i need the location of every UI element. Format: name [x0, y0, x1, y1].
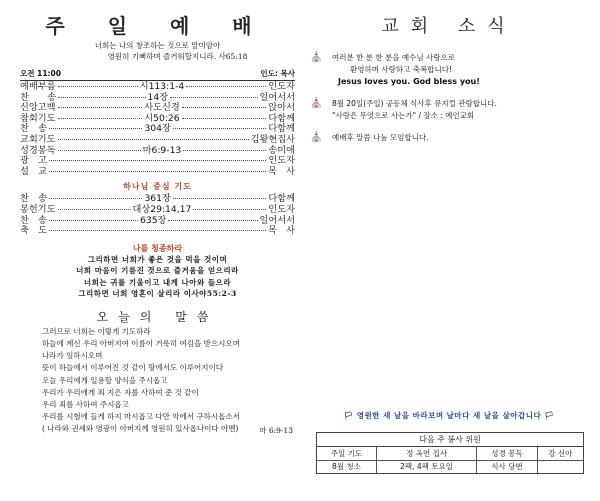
order-of-service-2 — [20, 194, 295, 236]
order-row: 신앙고백 사도신경 앉아서 — [20, 102, 296, 114]
prayer-reference: 마 6:9-13 — [259, 425, 293, 435]
verse-heading: 나를 청종하라 — [132, 243, 183, 253]
church-icon: ⛪ — [310, 52, 323, 63]
prayer-line: 하늘에 계신 우리 아버지여 이름이 거룩히 여김을 받으시오며 — [42, 338, 240, 348]
order-row: 교회기도 김왕현집사 — [20, 133, 295, 145]
verse-line: 그리하면 너희 영혼이 살리라 이사야55:2-3 — [78, 289, 237, 299]
order-row: 참회기도 시50:26 다함께 — [20, 112, 296, 124]
table-row: 8월 청소 2팩, 4팩 토요일 식사 당번 — [317, 460, 583, 473]
prayer-subheading: 하나님 중심 기도 — [123, 182, 192, 192]
worship-column — [20, 12, 295, 497]
order-row: 설 교 목 사 — [20, 165, 295, 177]
motto: 🏳 영원한 새 날을 바라보며 날마다 새 날을 살아갑니다 🏳 — [343, 411, 555, 420]
order-row: 봉헌기도 대상29:14,17 인도자 — [20, 203, 295, 215]
flag-icon: 🏳 — [544, 411, 555, 420]
intro-line: 영원히 기뻐하며 즐거워할지니라. 사65:18 — [107, 52, 248, 61]
order-row: 예배부름 시113:1-4 인도자 — [20, 81, 296, 92]
prayer-line: 우리 죄를 사하여 주시옵고 — [42, 399, 129, 409]
prayer-line: 그러므로 너희는 이렇게 기도하라 — [42, 326, 151, 336]
verse-line: 너희 마음이 기름진 것으로 즐거움을 얻으리라 — [76, 266, 239, 276]
lords-prayer — [20, 326, 295, 436]
service-time: 오전 11:00 — [20, 69, 61, 78]
english-greeting: Jesus loves you. God bless you! — [338, 77, 480, 86]
service-leader: 인도: 목사 — [260, 69, 295, 78]
verse-line: 너희는 귀를 기울이고 내게 나아와 들으라 — [83, 277, 232, 287]
news-item: ⛪ 여러분 한 분 한 분을 예수님 사랑으로 환영하며 사랑하고 축복합니다! Jesus loves you. God bless you! — [310, 52, 588, 88]
worship-title: 주 일 예 배 — [45, 14, 270, 38]
church-icon: ⛪ — [310, 132, 323, 143]
news-title: 교회 소식 — [381, 16, 517, 37]
verse-line: 그리하면 너희가 좋은 것을 먹을 것이며 — [87, 254, 228, 264]
order-row: 찬 송 304장 다함께 — [20, 123, 296, 135]
sermon-heading: 오늘의 말씀 — [96, 309, 219, 324]
prayer-line: ( 나라와 권세와 영광이 아버지께 영원히 있사옵나이다 아멘) — [42, 424, 239, 434]
duty-roster — [316, 432, 584, 474]
duty-table — [317, 447, 583, 473]
news-column — [310, 12, 588, 497]
verse-block — [20, 254, 295, 300]
order-row: 축 도 목 사 — [20, 225, 295, 237]
prayer-line: 뜻이 하늘에서 이루어진 것 같이 땅에서도 이루어지이다 — [42, 363, 223, 373]
order-row: 찬 송 14장 일어서서 — [20, 91, 296, 103]
prayer-line: 우리가 우리에게 죄 지은 자를 사하여 준 것 같이 — [42, 387, 199, 397]
order-row: 광 고 인도자 — [20, 155, 295, 167]
order-row: 찬 송 361장 다함께 — [20, 193, 296, 205]
flag-icon: 🏳 — [343, 411, 354, 420]
prayer-line: 우리를 시험에 들게 하지 마시옵고 다만 악에서 구하시옵소서 — [42, 412, 240, 422]
news-item: ⛪ 예배후 말씀 나눔 모임합니다. — [310, 132, 429, 143]
intro-line: 너희는 나의 창조하는 것으로 말미암아 — [94, 41, 221, 50]
duty-heading: 다음 주 봉사 위원 — [317, 433, 583, 447]
news-item: ⛪ 8월 20일(주일) 공동체 식사후 뮤지컬 관람합니다. "사랑은 무엇으로 사는가" / 장소 : 예인교회 — [310, 98, 497, 120]
order-of-service — [20, 82, 295, 177]
church-icon: ⛪ — [310, 98, 323, 109]
table-row: 주일 기도 정 옥연 집사 성경 봉독 강 선아 — [317, 447, 583, 460]
order-row: 성경봉독 마6:9-13 송미애 — [20, 144, 296, 156]
intro-verse — [20, 40, 295, 62]
service-time-bar — [20, 68, 295, 81]
prayer-line: 오늘 우리에게 일용할 양식을 주시옵고 — [42, 375, 168, 385]
order-row: 찬 송 635장 일어서서 — [20, 214, 296, 226]
prayer-line: 나라가 임하시오며 — [42, 351, 103, 361]
